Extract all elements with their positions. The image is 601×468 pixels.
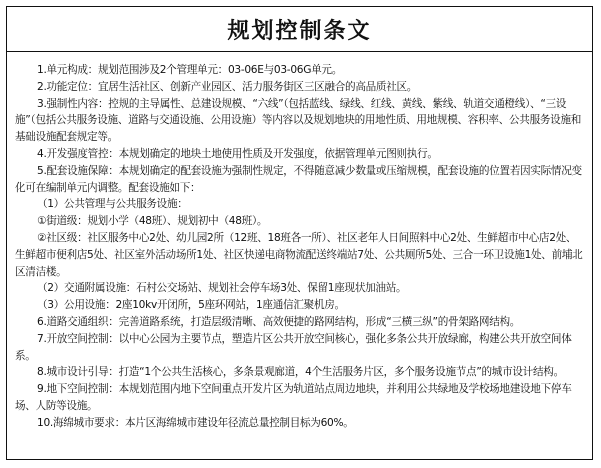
title-bar: [7, 7, 592, 52]
clause-8-urban-design: 8.城市设计引导：打造“1个公共生活核心，多条景观廊道，4个生活服务片区，多个服务设施节点”的城市设计结构。: [37, 366, 564, 379]
document-body: [7, 52, 592, 432]
document-frame: [6, 6, 593, 460]
clause-2-function-positioning: 2.功能定位：宜居生活社区、创新产业园区、活力服务街区三区融合的高品质社区。: [37, 80, 418, 93]
clause-3-mandatory-content: 3.强制性内容：控规的主导属性、总建设规模、“六线”（包括蓝线、绿线、红线、黄线、紫线、轨道交通橙线）、“三设施”（包括公共服务设施、道路与交通设施、公用设施）等内容以及规划地块的用地性质、用地规模、容积率、公共服务设施和基础设施配套规定等。: [15, 97, 582, 144]
clause-1-unit-composition: 1.单元构成：规划范围涉及2个管理单元：03-06E与03-06G单元。: [37, 64, 342, 76]
clause-5-2-transport-facilities: （2）交通附属设施：石村公交场站、规划社会停车场3处、保留1座现状加油站。: [37, 282, 407, 295]
clause-4-development-intensity: 4.开发强度管控：本规划确定的地块土地使用性质及开发强度，依据管理单元图则执行。: [37, 147, 438, 160]
clause-5-3-utilities: （3）公用设施：2座10kv开闭所，5座环网站，1座通信汇聚机房。: [37, 299, 345, 312]
clause-5-1-community-level: ②社区级：社区服务中心2处、幼儿园2所（12班、18班各一所）、社区老年人日间照料中心2处、生鲜超市中心店2处、生鲜超市便利店5处、社区室外活动场所1处、社区快递电商物流配送终端站7处、公共厕所5处、三合一环卫设施1处、前埔北区清洁楼。: [15, 231, 583, 278]
clause-5-1-public-services-heading: （1）公共管理与公共服务设施：: [37, 198, 188, 211]
document-title: 规划控制条文: [227, 18, 372, 44]
clause-7-open-space: 7.开放空间控制：以中心公园为主要节点，塑造片区公共开放空间核心，强化多条公共开放绿廊，构建公共开放空间体系。: [15, 332, 572, 362]
clause-6-road-traffic: 6.道路交通组织：完善道路系统，打造层级清晰、高效便捷的路网结构，形成“三横三纵”的骨架路网结构。: [37, 315, 521, 328]
clause-5-1-street-level: ①街道级：规划小学（48班）、规划初中（48班）。: [37, 215, 268, 228]
clause-9-underground-space: 9.地下空间控制：本规划范围内地下空间重点开发片区为轨道站点周边地块，并利用公共绿地及学校场地建设地下停车场、人防等设施。: [15, 383, 572, 412]
clause-10-sponge-city: 10.海绵城市要求：本片区海绵城市建设年径流总量控制目标为60%。: [37, 416, 354, 429]
clause-5-supporting-facilities: 5.配套设施保障：本规划确定的配套设施为强制性规定，不得随意减少数量或压缩规模，配套设施的位置若因实际情况变化可在编制单元内调整。配套设施如下：: [15, 164, 582, 194]
